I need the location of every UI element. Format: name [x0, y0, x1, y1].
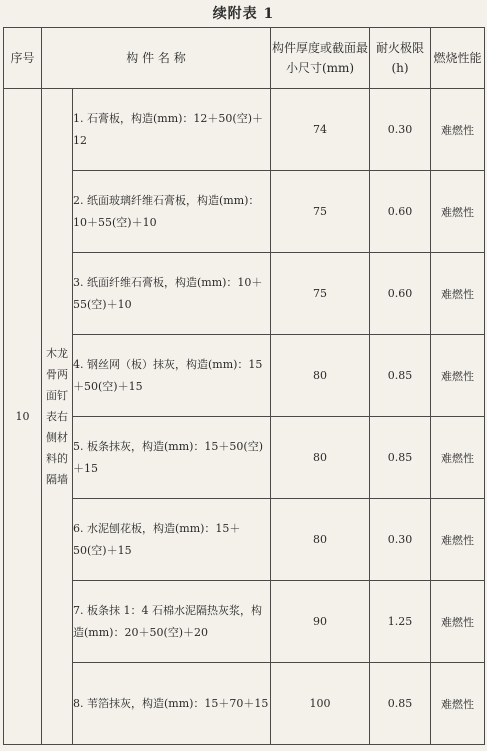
- burn-cell: 难燃性: [431, 581, 485, 663]
- header-name: 构 件 名 称: [42, 28, 271, 89]
- header-thickness: 构件厚度或截面最小尺寸(mm): [271, 28, 370, 89]
- thickness-cell: 90: [271, 581, 370, 663]
- component-name: 7. 板条抹 1：4 石棉水泥隔热灰浆，构造(mm)：20＋50(空)＋20: [73, 581, 271, 663]
- header-row: [4, 28, 485, 89]
- limit-cell: 0.60: [370, 253, 431, 335]
- table-row: [4, 253, 485, 335]
- fire-resistance-table: [3, 27, 485, 745]
- burn-cell: 难燃性: [431, 499, 485, 581]
- burn-cell: 难燃性: [431, 417, 485, 499]
- limit-cell: 1.25: [370, 581, 431, 663]
- burn-cell: 难燃性: [431, 335, 485, 417]
- thickness-cell: 100: [271, 663, 370, 745]
- header-burn: 燃烧性能: [431, 28, 485, 89]
- burn-cell: 难燃性: [431, 171, 485, 253]
- thickness-cell: 75: [271, 253, 370, 335]
- component-name: 5. 板条抹灰，构造(mm)：15＋50(空)＋15: [73, 417, 271, 499]
- group-text: 木龙骨两面钉表右侧材料的隔墙: [46, 347, 68, 486]
- limit-cell: 0.85: [370, 417, 431, 499]
- component-name: 8. 苇箔抹灰，构造(mm)：15＋70＋15: [73, 663, 271, 745]
- thickness-cell: 80: [271, 335, 370, 417]
- burn-cell: 难燃性: [431, 253, 485, 335]
- table-row: [4, 581, 485, 663]
- table-row: [4, 663, 485, 745]
- thickness-cell: 80: [271, 499, 370, 581]
- table-row: [4, 499, 485, 581]
- table-row: [4, 89, 485, 171]
- table-row: [4, 335, 485, 417]
- group-label: [42, 89, 73, 745]
- component-name: 2. 纸面玻璃纤维石膏板，构造(mm)：10＋55(空)＋10: [73, 171, 271, 253]
- limit-cell: 0.60: [370, 171, 431, 253]
- component-name: 3. 纸面纤维石膏板，构造(mm)：10＋55(空)＋10: [73, 253, 271, 335]
- limit-cell: 0.30: [370, 89, 431, 171]
- component-name: 4. 钢丝网（板）抹灰，构造(mm)：15＋50(空)＋15: [73, 335, 271, 417]
- burn-cell: 难燃性: [431, 89, 485, 171]
- limit-cell: 0.85: [370, 335, 431, 417]
- component-name: 1. 石膏板，构造(mm)：12＋50(空)＋12: [73, 89, 271, 171]
- header-limit: 耐火极限(h): [370, 28, 431, 89]
- table-row: [4, 171, 485, 253]
- row-index: 10: [4, 89, 42, 745]
- thickness-cell: 75: [271, 171, 370, 253]
- table-title: 续附表 1: [212, 6, 275, 22]
- limit-cell: 0.85: [370, 663, 431, 745]
- thickness-cell: 80: [271, 417, 370, 499]
- header-index: 序号: [4, 28, 42, 89]
- thickness-cell: 74: [271, 89, 370, 171]
- table-row: [4, 417, 485, 499]
- limit-cell: 0.30: [370, 499, 431, 581]
- component-name: 6. 水泥刨花板，构造(mm)：15＋50(空)＋15: [73, 499, 271, 581]
- burn-cell: 难燃性: [431, 663, 485, 745]
